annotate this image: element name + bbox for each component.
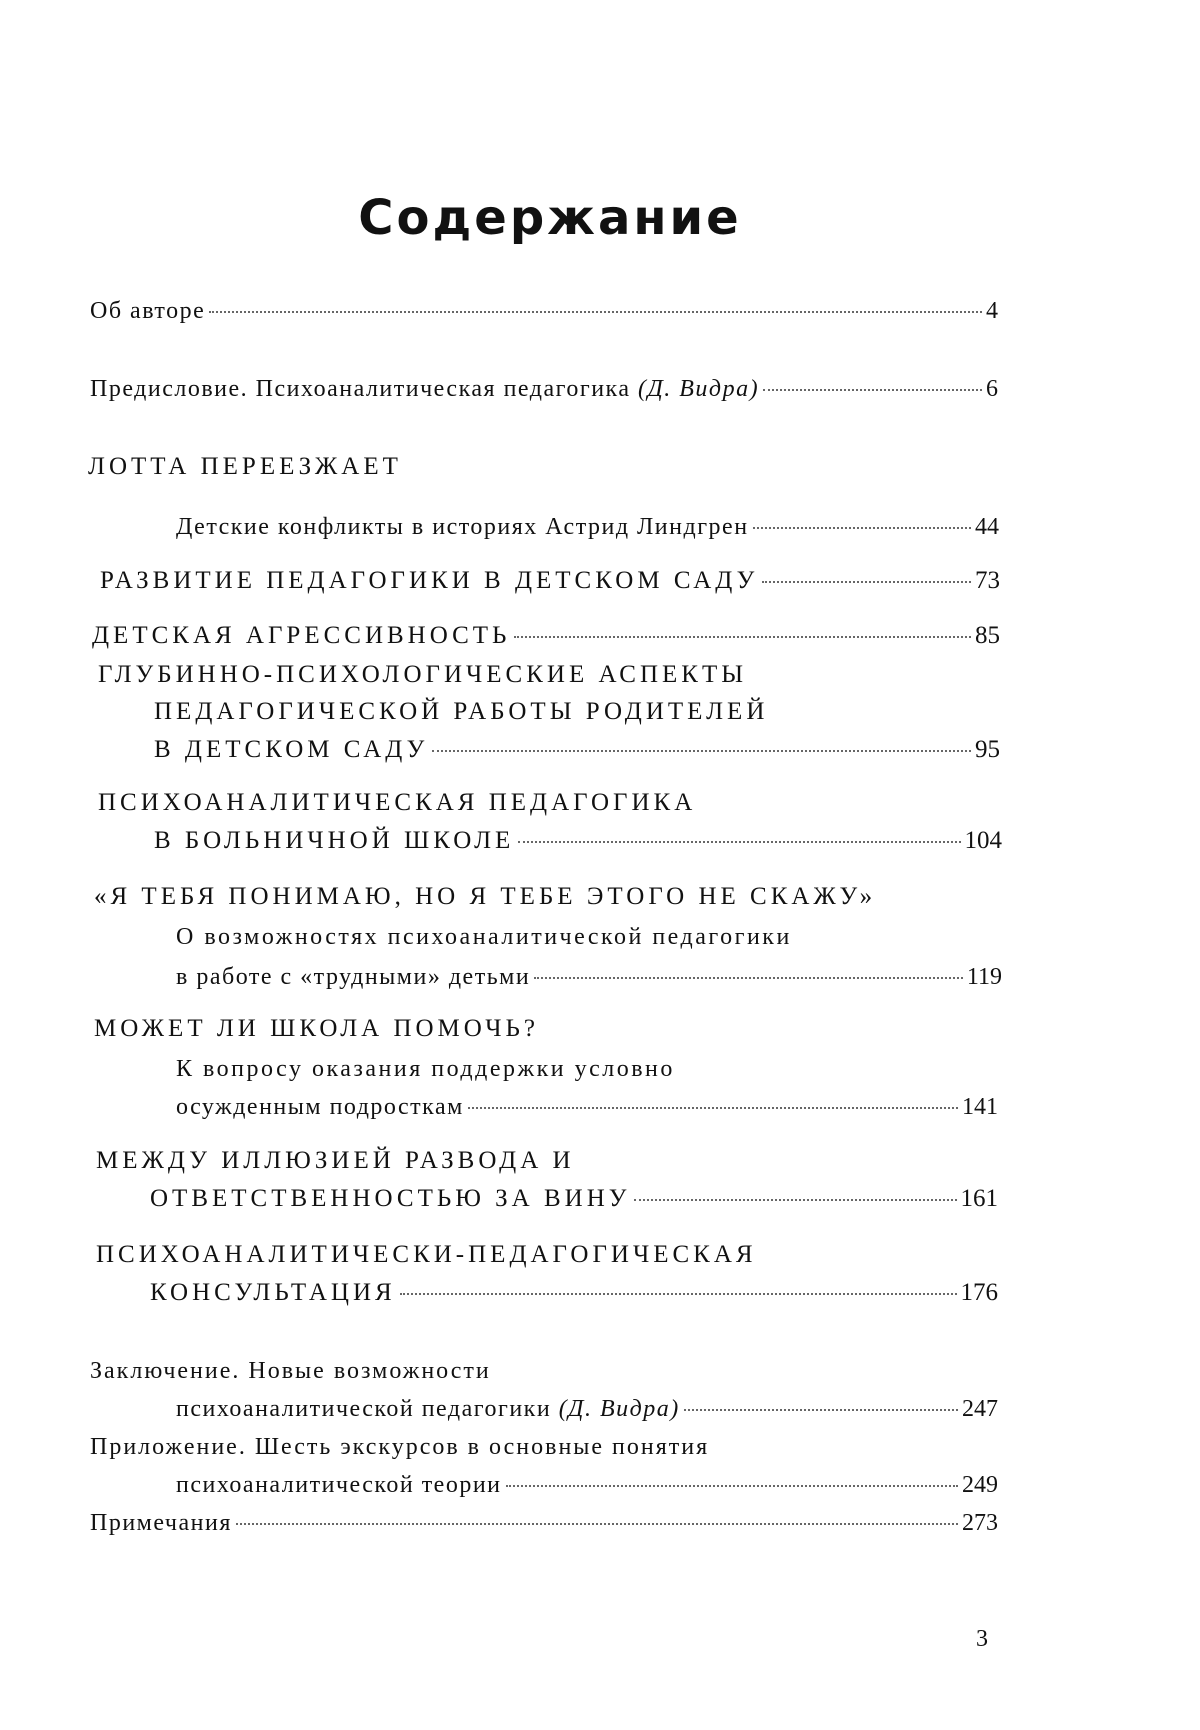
leader-dots — [400, 1293, 957, 1295]
toc-entry-page: 249 — [962, 1472, 998, 1498]
toc-section-heading — [88, 452, 402, 482]
toc-entry-page: 95 — [975, 736, 1000, 763]
toc-entry-depth-psychology-line1 — [98, 660, 747, 690]
leader-dots — [518, 841, 960, 843]
toc-entry-author: (Д. Видра) — [638, 376, 760, 402]
leader-dots — [753, 527, 971, 529]
toc-entry-label: осужденным подросткам — [176, 1094, 464, 1120]
toc-entry-label: ПЕДАГОГИЧЕСКОЙ РАБОТЫ РОДИТЕЛЕЙ — [154, 698, 769, 725]
toc-entry-label: МЕЖДУ ИЛЛЮЗИЕЙ РАЗВОДА И — [96, 1147, 575, 1174]
toc-entry-page: 44 — [975, 514, 999, 540]
toc-entry-label: ДЕТСКАЯ АГРЕССИВНОСТЬ — [92, 622, 511, 649]
toc-entry-consultation-line2 — [150, 1278, 998, 1308]
toc-entry-depth-psychology-line3 — [154, 735, 1000, 765]
toc-entry-page: 104 — [964, 827, 1002, 854]
toc-entry-label-main: психоаналитической педагогики — [176, 1396, 559, 1422]
toc-entry-page: 161 — [960, 1185, 998, 1212]
toc-entry-page: 176 — [960, 1279, 998, 1306]
toc-entry-divorce-line1 — [96, 1146, 575, 1176]
leader-dots — [684, 1409, 958, 1411]
toc-entry-label: Об авторе — [90, 298, 206, 324]
leader-dots — [468, 1107, 958, 1109]
toc-entry-label: «Я ТЕБЯ ПОНИМАЮ, НО Я ТЕБЕ ЭТОГО НЕ СКАЖУ» — [94, 883, 877, 910]
toc-entry-label: К вопросу оказания поддержки условно — [176, 1056, 675, 1082]
toc-entry-label: МОЖЕТ ЛИ ШКОЛА ПОМОЧЬ? — [94, 1015, 539, 1042]
leader-dots — [534, 977, 963, 979]
toc-entry-label: Примечания — [90, 1510, 232, 1536]
toc-entry-i-understand-line1 — [94, 882, 876, 912]
page-number: 3 — [976, 1626, 988, 1652]
toc-entry-page: 119 — [966, 964, 1002, 990]
toc-entry-label: РАЗВИТИЕ ПЕДАГОГИКИ В ДЕТСКОМ САДУ — [100, 567, 759, 594]
toc-entry-label: ГЛУБИННО-ПСИХОЛОГИЧЕСКИЕ АСПЕКТЫ — [98, 661, 748, 688]
toc-entry-label: Приложение. Шесть экскурсов в основные понятия — [90, 1434, 710, 1460]
toc-entry-conclusion-line1 — [90, 1356, 491, 1386]
toc-entry-label: Детские конфликты в историях Астрид Линдгрен — [176, 514, 749, 540]
toc-entry-label: О возможностях психоаналитической педагогики — [176, 924, 792, 950]
toc-entry-page: 273 — [962, 1510, 998, 1536]
toc-entry-label: ПСИХОАНАЛИТИЧЕСКАЯ ПЕДАГОГИКА — [98, 789, 697, 816]
toc-entry-kindergarten-pedagogy — [100, 566, 1000, 596]
toc-entry-appendix-line1 — [90, 1432, 709, 1462]
toc-entry-page: 6 — [986, 376, 998, 402]
leader-dots — [432, 750, 971, 752]
toc-entry-divorce-line2 — [150, 1184, 998, 1214]
toc-entry-i-understand-line3 — [176, 962, 1002, 992]
toc-entry-hospital-school-line1 — [98, 788, 696, 818]
toc-entry-about-author — [90, 296, 998, 326]
toc-entry-label — [176, 1394, 680, 1424]
toc-entry-i-understand-line2 — [176, 922, 792, 952]
leader-dots — [634, 1199, 956, 1201]
toc-entry-page: 73 — [975, 567, 1000, 594]
toc-entry-page: 247 — [962, 1396, 998, 1422]
toc-entry-author: (Д. Видра) — [558, 1396, 680, 1422]
toc-entry-child-conflicts — [176, 512, 999, 542]
leader-dots — [763, 389, 982, 391]
leader-dots — [209, 311, 982, 313]
leader-dots — [506, 1485, 958, 1487]
toc-entry-page: 4 — [986, 298, 998, 324]
toc-entry-conclusion-line2 — [176, 1394, 998, 1424]
leader-dots — [514, 636, 971, 638]
toc-entry-label — [90, 374, 759, 404]
toc-entry-depth-psychology-line2 — [154, 697, 768, 727]
toc-entry-page: 85 — [975, 622, 1000, 649]
toc-entry-appendix-line2 — [176, 1470, 998, 1500]
toc-entry-label: КОНСУЛЬТАЦИЯ — [150, 1279, 396, 1306]
toc-entry-label: ОТВЕТСТВЕННОСТЬЮ ЗА ВИНУ — [150, 1185, 631, 1212]
toc-entry-hospital-school-line2 — [154, 826, 1002, 856]
leader-dots — [762, 581, 971, 583]
toc-entry-notes — [90, 1508, 998, 1538]
toc-entry-child-aggression — [92, 621, 1000, 651]
toc-entry-consultation-line1 — [96, 1240, 757, 1270]
toc-entry-school-help-line1 — [94, 1014, 539, 1044]
toc-entry-school-help-line2 — [176, 1054, 675, 1084]
toc-entry-label: ПСИХОАНАЛИТИЧЕСКИ-ПЕДАГОГИЧЕСКАЯ — [96, 1241, 757, 1268]
toc-entry-preface — [90, 374, 998, 404]
leader-dots — [236, 1523, 958, 1525]
toc-entry-label: психоаналитической теории — [176, 1472, 502, 1498]
page-title: Содержание — [358, 190, 742, 246]
toc-entry-label: в работе с «трудными» детьми — [176, 964, 531, 990]
toc-entry-label: В ДЕТСКОМ САДУ — [154, 736, 429, 763]
toc-entry-label: В БОЛЬНИЧНОЙ ШКОЛЕ — [154, 827, 515, 854]
toc-entry-label: Заключение. Новые возможности — [90, 1358, 491, 1384]
toc-entry-school-help-line3 — [176, 1092, 998, 1122]
toc-entry-label-main: Предисловие. Психоаналитическая педагогика — [90, 376, 638, 402]
toc-entry-page: 141 — [962, 1094, 998, 1120]
toc-entry-label: ЛОТТА ПЕРЕЕЗЖАЕТ — [88, 453, 402, 480]
